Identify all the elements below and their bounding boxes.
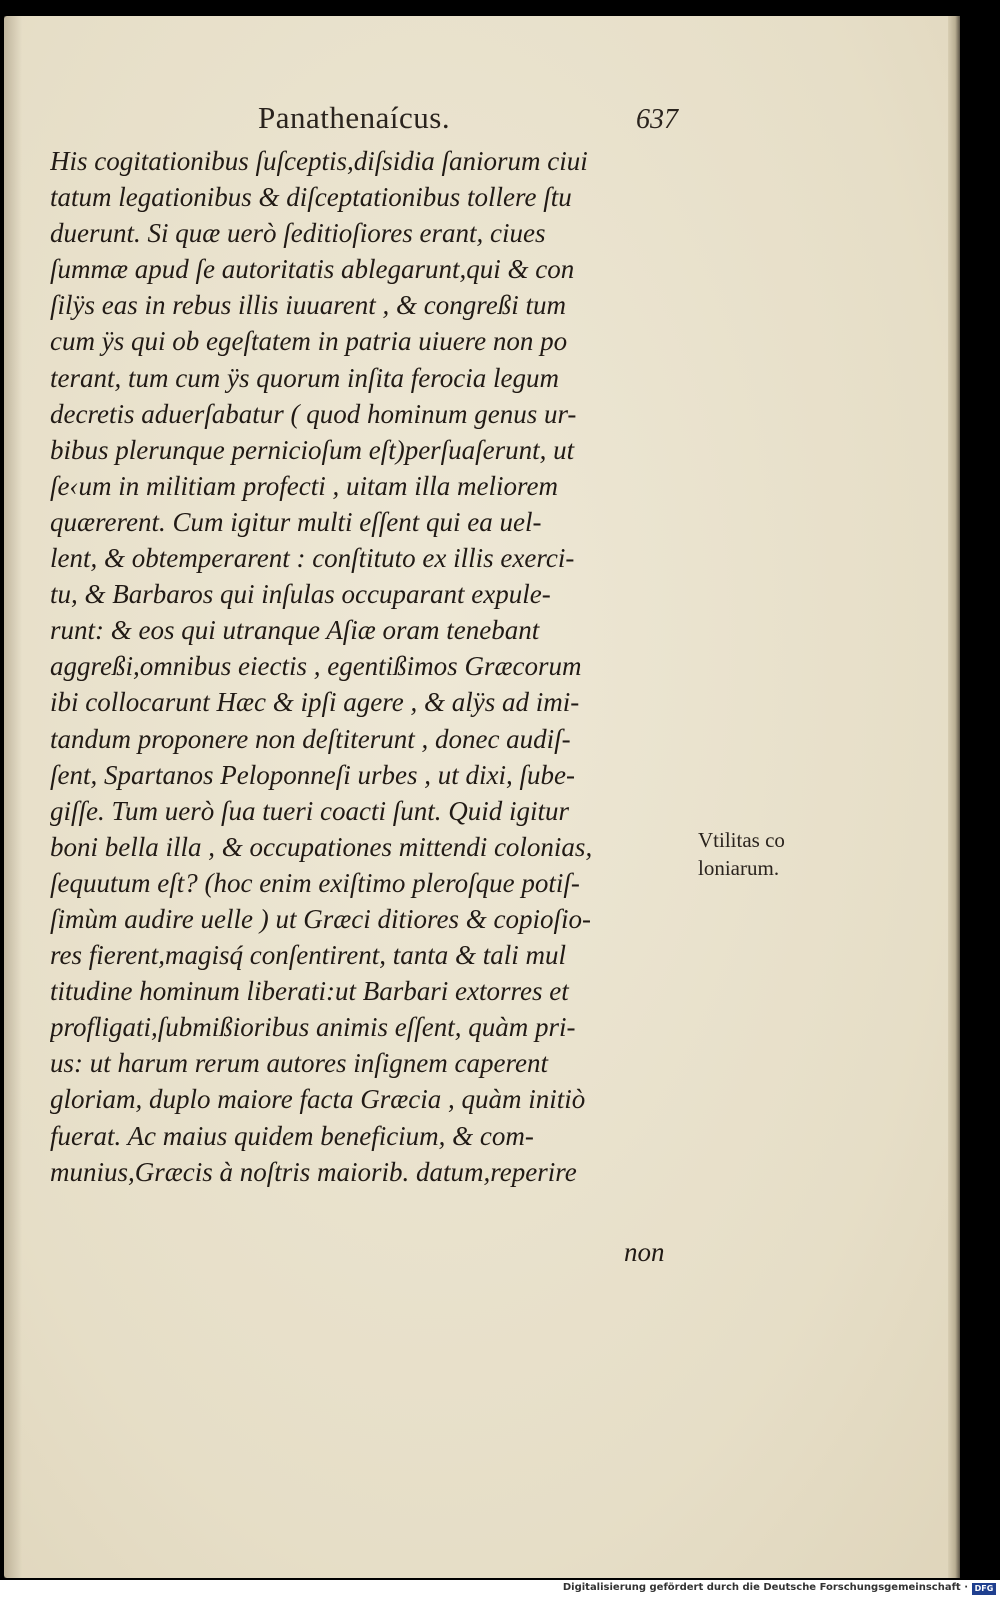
text-line: profligati,ſubmißioribus animis eſſent, quàm pri- [50,1012,576,1043]
text-line: titudine hominum liberati:ut Barbari extorres et [50,976,569,1007]
marginal-note [698,826,828,882]
text-line: res fierent,magisq́ conſentirent, tanta & tali mul [50,940,566,971]
page-number: 637 [636,104,678,135]
text-line: fuerat. Ac maius quidem beneficium, & com- [50,1120,534,1151]
text-line: decretis aduerſabatur ( quod hominum genus ur- [50,398,577,429]
text-line: runt: & eos qui utranque Aſiæ oram tenebant [50,615,540,646]
text-line: tu, & Barbaros qui inſulas occuparant expule- [50,579,551,610]
text-line: gloriam, duplo maiore facta Græcia , quàm initiò [50,1084,586,1115]
marginal-note-line: loniarum. [698,856,780,880]
text-line: ibi collocarunt Hæc & ipſi agere , & alÿs ad imi- [50,687,580,718]
text-line: quærerent. Cum igitur multi eſſent qui ea uel- [50,506,542,537]
running-title: Panathenaícus. [258,100,451,135]
page-edge [948,16,960,1578]
text-line: ſilÿs eas in rebus illis iuuarent , & congreßi tum [50,290,566,321]
text-line: duerunt. Si quæ uerò ſeditioſiores erant, ciues [50,218,546,249]
text-line: boni bella illa , & occupationes mittendi colonias, [50,831,593,862]
catchword: non [624,1237,665,1267]
text-line: us: ut harum rerum autores inſignem caperent [50,1048,548,1079]
text-line: aggreßi,omnibus eiectis , egentißimos Græcorum [50,651,582,682]
text-line: ſummæ apud ſe autoritatis ablegarunt,qui & con [50,254,575,285]
footer-bar [0,1580,1000,1598]
body-text [50,143,690,1190]
text-line: lent, & obtemperarent : conſtituto ex illis exerci- [50,543,575,574]
dfg-logo: DFG [972,1583,996,1595]
text-line: terant, tum cum ÿs quorum inſita ferocia legum [50,362,559,393]
text-line: cum ÿs qui ob egeſtatem in patria uiuere non po [50,326,568,357]
text-line: bibus plerunque pernicioſum eſt)perſuaſerunt, ut [50,434,575,465]
marginal-note-line: Vtilitas co [698,828,785,852]
text-line: His cogitationibus ſuſceptis,diſsidia ſaniorum ciui [50,146,588,176]
text-line: giſſe. Tum uerò ſua tueri coacti ſunt. Quid igitur [50,795,569,826]
page-header [0,100,1000,144]
funding-credit: Digitalisierung gefördert durch die Deutsche Forschungsgemeinschaft · [562,1582,968,1593]
text-line: ſimùm audire uelle ) ut Græci ditiores & copioſio- [50,903,591,934]
text-line: munius,Græcis à noſtris maiorib. datum,reperire [50,1156,577,1187]
text-line: ſequutum eſt? (hoc enim exiſtimo pleroſque potiſ- [50,867,580,898]
text-line: tatum legationibus & diſceptationibus tollere ſtu [50,182,572,213]
text-line: tandum proponere non deſtiterunt , donec audiſ- [50,723,571,754]
text-line: ſent, Spartanos Peloponneſi urbes , ut dixi, ſube- [50,759,575,790]
page-gutter-shadow [4,16,22,1578]
text-line: ſe‹um in militiam profecti , uitam illa meliorem [50,470,558,501]
